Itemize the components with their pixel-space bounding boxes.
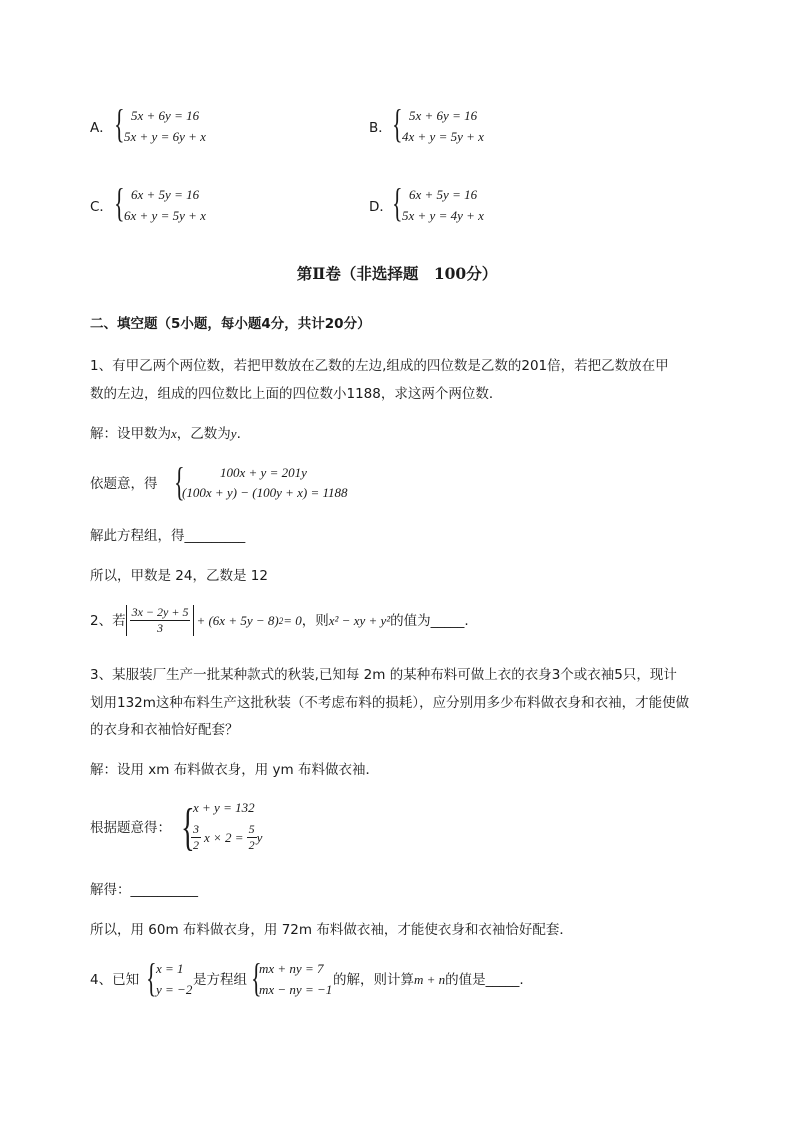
q1-eq2: (100x + y) − (100y + x) = 1188 xyxy=(182,485,348,500)
q1-setup-label: 依题意，得 xyxy=(90,476,158,492)
brace-icon: { xyxy=(181,799,195,856)
brace-icon: { xyxy=(114,101,125,146)
q3-line3: 的衣身和衣袖恰好配套？ xyxy=(90,722,239,738)
brace-icon: { xyxy=(114,180,125,225)
q4-suffix: 的解，则计算m + n的值是_____. xyxy=(333,972,524,988)
q3-solution-intro: 解：设用 xm 布料做衣身，用 ym 布料做衣袖． xyxy=(90,762,379,778)
q3-line2: 划用132m这种布料生产这批秋装（不考虑布料的损耗），应分别用多少布料做衣身和衣袖，才能使做 xyxy=(90,695,690,711)
option-c-eq1: 6x + 5y = 16 xyxy=(131,187,200,202)
option-b-eq2: 4x + y = 5y + x xyxy=(402,129,484,144)
option-b-eq1: 5x + 6y = 16 xyxy=(409,108,478,123)
part2-heading: 二、填空题（5小题，每小题4分，共计20分） xyxy=(90,316,371,332)
brace-icon: { xyxy=(251,955,262,1000)
q4-eq1: mx + ny = 7 xyxy=(259,961,324,976)
q3-eq2: $\frac{3}{2}$ x × 2 = $\frac{5}{2}$ y xyxy=(193,822,263,852)
section-title: 第Ⅱ卷（非选择题 100分） xyxy=(296,264,498,283)
brace-icon: { xyxy=(392,180,403,225)
q1-text-line2: 数的左边，组成的四位数比上面的四位数小1188，求这两个两位数． xyxy=(90,386,503,402)
brace-icon: { xyxy=(146,955,157,1000)
option-a-eq1: 5x + 6y = 16 xyxy=(131,108,200,123)
q1-answer-line: 所以，甲数是 24，乙数是 12 xyxy=(90,568,268,584)
q2-absolute-value: $\frac{3x - 2y + 5}{3}$ xyxy=(126,605,195,636)
q3-eq1: x + y = 132 xyxy=(193,800,255,815)
q4-sol2: y = −2 xyxy=(156,982,193,997)
q4-eq2: mx − ny = −1 xyxy=(259,982,333,997)
q1-text-line1: 1、有甲乙两个两位数，若把甲数放在乙数的左边,组成的四位数是乙数的201倍，若把乙数放在甲 xyxy=(90,358,669,374)
q2-line: 2、若 $\frac{3x - 2y + 5}{3}$ + (6x + 5y − 8) 2 = 0 ，则 x² − xy + y² 的值为_____. xyxy=(90,605,469,635)
option-c-eq2: 6x + y = 5y + x xyxy=(124,208,206,223)
option-a-eq2: 5x + y = 6y + x xyxy=(124,129,206,144)
option-b-label: B． xyxy=(369,120,392,136)
option-d-eq2: 5x + y = 4y + x xyxy=(402,208,484,223)
option-d-eq1: 6x + 5y = 16 xyxy=(409,187,478,202)
brace-icon: { xyxy=(392,101,403,146)
option-c-label: C． xyxy=(90,199,113,215)
option-a-label: A． xyxy=(90,120,113,136)
brace-icon: { xyxy=(174,459,185,504)
q3-line1: 3、某服装厂生产一批某种款式的秋装,已知每 2m 的某种布料可做上衣的衣身3个或衣袖5只，现计 xyxy=(90,667,677,683)
q4-mid: 是方程组 xyxy=(193,972,247,988)
q3-answer-line: 所以，用 60m 布料做衣身，用 72m 布料做衣袖，才能使衣身和衣袖恰好配套． xyxy=(90,922,573,938)
q1-eq1: 100x + y = 201y xyxy=(220,465,307,480)
q1-solve-line: 解此方程组，得_________ xyxy=(90,528,246,544)
q4-prefix: 4、已知 xyxy=(90,972,140,988)
q3-solve-line: 解得：__________ xyxy=(90,882,198,898)
q1-solution-intro: 解：设甲数为x，乙数为y. xyxy=(90,426,241,442)
q4-sol1: x = 1 xyxy=(156,961,184,976)
q3-setup-label: 根据题意得： xyxy=(90,820,171,836)
option-d-label: D． xyxy=(369,199,393,215)
